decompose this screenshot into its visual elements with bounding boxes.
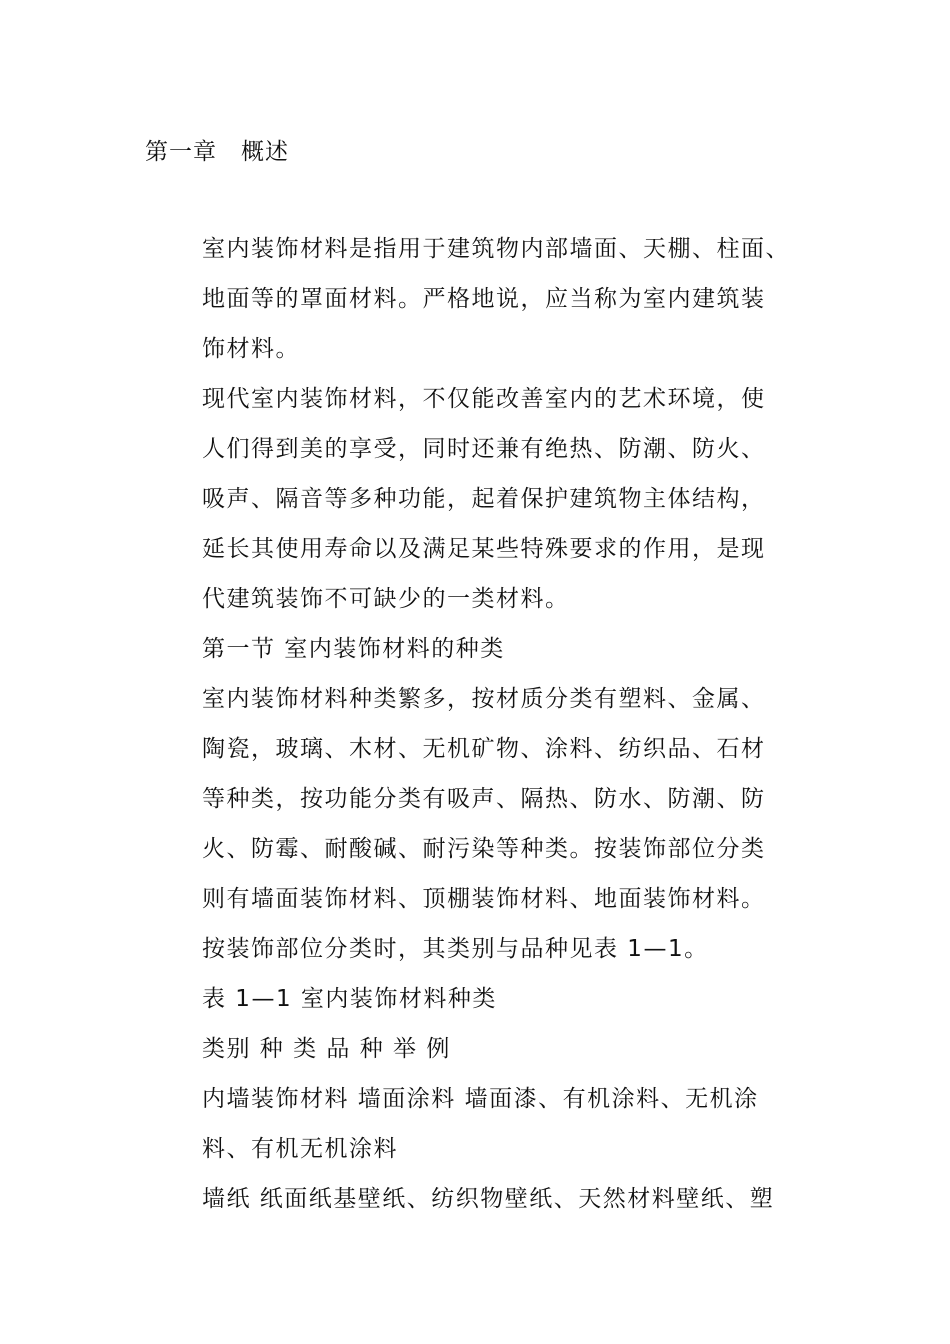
text-line: 按装饰部位分类时，其类别与品种见表 1—1。 <box>202 936 709 962</box>
text-line: 吸声、隔音等多种功能，起着保护建筑物主体结构， <box>202 486 766 512</box>
text-line: 室内装饰材料是指用于建筑物内部墙面、天棚、柱面、 <box>202 236 790 262</box>
section-heading: 第一节 室内装饰材料的种类 <box>202 636 505 662</box>
text-line: 人们得到美的享受，同时还兼有绝热、防潮、防火、 <box>202 436 766 462</box>
text-line: 火、防霉、耐酸碱、耐污染等种类。按装饰部位分类 <box>202 836 766 862</box>
table-row-line: 内墙装饰材料 墙面涂料 墙面漆、有机涂料、无机涂 <box>202 1086 759 1112</box>
chapter-title: 第一章 概述 <box>145 139 289 165</box>
text-line: 代建筑装饰不可缺少的一类材料。 <box>202 586 570 612</box>
text-line: 地面等的罩面材料。严格地说，应当称为室内建筑装 <box>202 286 766 312</box>
text-line: 等种类，按功能分类有吸声、隔热、防水、防潮、防 <box>202 786 766 812</box>
table-row-line: 料、有机无机涂料 <box>202 1136 398 1162</box>
text-line: 室内装饰材料种类繁多，按材质分类有塑料、金属、 <box>202 686 766 712</box>
text-line: 现代室内装饰材料，不仅能改善室内的艺术环境，使 <box>202 386 766 412</box>
text-line: 延长其使用寿命以及满足某些特殊要求的作用，是现 <box>202 536 766 562</box>
body-text <box>202 224 852 1224</box>
text-line: 饰材料。 <box>202 336 300 362</box>
table-header-line: 类别 种 类 品 种 举 例 <box>202 1036 451 1062</box>
text-line: 则有墙面装饰材料、顶棚装饰材料、地面装饰材料。 <box>202 886 766 912</box>
table-caption: 表 1—1 室内装饰材料种类 <box>202 986 497 1012</box>
table-row-line: 墙纸 纸面纸基壁纸、纺织物壁纸、天然材料壁纸、塑 <box>202 1186 775 1212</box>
text-line: 陶瓷，玻璃、木材、无机矿物、涂料、纺织品、石材 <box>202 736 766 762</box>
